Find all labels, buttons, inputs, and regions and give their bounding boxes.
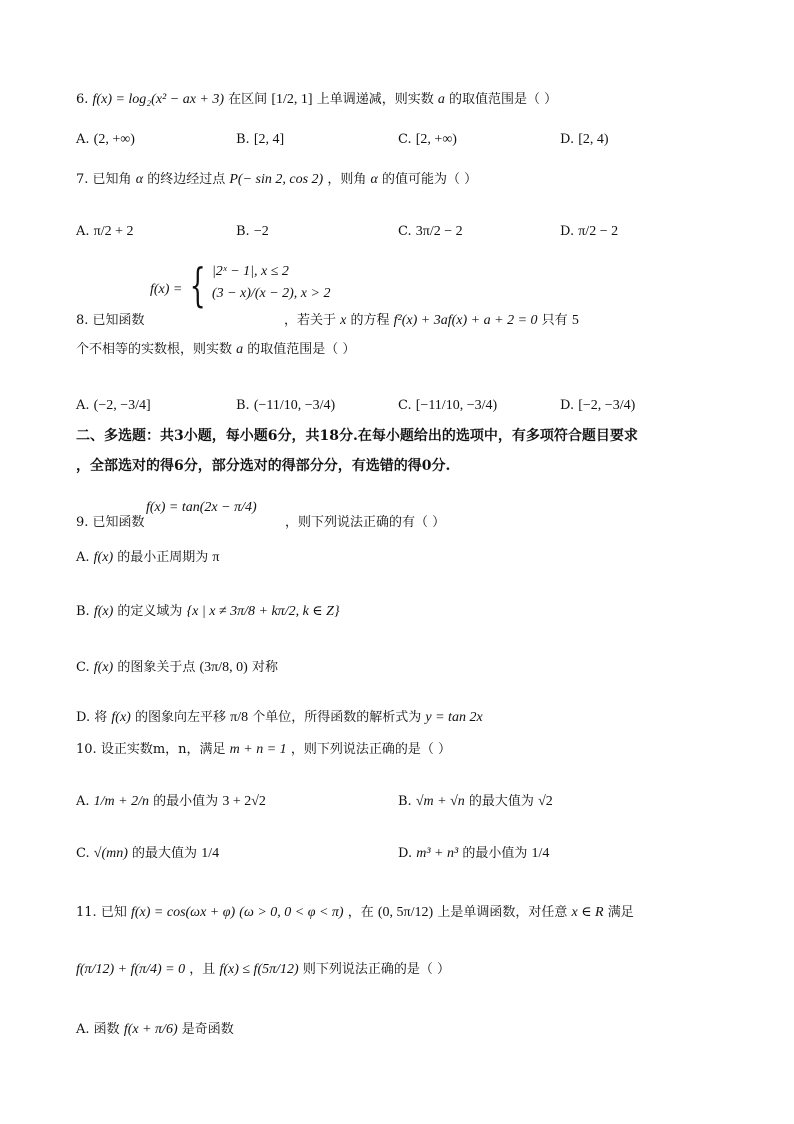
option-text: 的最小值为 (462, 846, 528, 861)
q8-piecewise (150, 258, 331, 312)
q11-option-a (76, 1022, 234, 1038)
q8-a: a (236, 342, 244, 357)
q7-option-c (398, 224, 463, 240)
option-text-0: 将 (94, 710, 108, 725)
q10-option-c (76, 846, 219, 862)
option-expression: √m + √n (415, 794, 465, 809)
q7-option-b (236, 224, 269, 240)
q8-x: x (340, 313, 347, 328)
option-text: 的图象关于点 (117, 660, 196, 675)
option-function: f(x) (93, 604, 114, 619)
option-label: B. (236, 132, 250, 147)
option-text-2: 个单位，所得函数的解析式为 (252, 710, 422, 725)
q7-text-3: ，则角 (327, 172, 367, 187)
q9-number: 9. (76, 515, 89, 530)
q6-option-b (236, 132, 284, 148)
q8-line (76, 313, 145, 329)
q8-line-rest (284, 313, 579, 329)
q8-line-2 (76, 342, 355, 358)
option-function: f(x) (111, 710, 131, 725)
q10-option-b (398, 794, 553, 810)
q11-condition: (ω > 0, 0 < φ < π) (239, 905, 344, 920)
q9-text-2: ，则下列说法正确的有（ ） (285, 515, 446, 530)
q6-option-d (560, 132, 609, 148)
option-function: f(x) (93, 660, 114, 675)
option-value: 1/4 (531, 846, 550, 861)
q8-text-2: ，若关于 (284, 313, 337, 328)
option-value: [2, 4] (253, 132, 285, 147)
q9-line (76, 515, 145, 531)
q10-line (76, 742, 451, 758)
q6-variable: a (437, 92, 445, 107)
option-label: C. (76, 660, 90, 675)
option-value: (−11/10, −3/4) (253, 398, 336, 413)
option-function: f(x) (93, 550, 114, 565)
q8-cases (212, 262, 331, 306)
option-value: [2, +∞) (415, 132, 457, 147)
q8-text-1: 已知函数 (92, 313, 145, 328)
q8-function-name: f(x) = (150, 282, 183, 297)
q7-number: 7. (76, 172, 89, 187)
option-label: A. (76, 132, 90, 147)
option-label: D. (560, 398, 575, 413)
q11-text-5: ，且 (189, 962, 216, 977)
option-text-2: 对称 (251, 660, 278, 675)
q7-option-d (560, 224, 618, 240)
option-label: D. (560, 224, 575, 239)
q9-line-rest (285, 515, 445, 531)
option-expression: √(mn) (93, 846, 128, 861)
q11-number: 11. (76, 905, 97, 920)
option-label: D. (398, 846, 413, 861)
option-value: [2, 4) (578, 132, 609, 147)
q8-option-d (560, 398, 635, 414)
option-value: [−2, −3/4) (578, 398, 636, 413)
q8-case-1: |2ˣ − 1|, x ≤ 2 (211, 264, 289, 279)
q8-five: 5 (571, 313, 579, 328)
q6-option-a (76, 132, 135, 148)
q11-line-2 (76, 962, 450, 978)
option-value: √2 (538, 794, 553, 809)
option-text: 的图象向左平移 (134, 710, 226, 725)
q7-alpha: α (135, 172, 144, 187)
q8-option-b (236, 398, 335, 414)
q6-expression: f(x) = log₂(x² − ax + 3) (92, 92, 225, 107)
q9-option-b (76, 604, 340, 620)
option-text: 的最小正周期为 (117, 550, 209, 565)
q10-text-2: ，则下列说法正确的是（ ） (290, 742, 451, 757)
q10-text-1: 设正实数m，n，满足 (100, 742, 226, 757)
q7-text-1: 已知角 (92, 172, 132, 187)
q8-text-4: 只有 (541, 313, 568, 328)
option-expression: m³ + n³ (416, 846, 459, 861)
option-label: D. (560, 132, 575, 147)
q9-option-a (76, 550, 219, 566)
q11-domain: x ∈ R (571, 905, 604, 920)
q7-text-2: 的终边经过点 (147, 172, 226, 187)
q7-point: P(− sin 2, cos 2) (229, 172, 324, 187)
option-value: π/2 + 2 (93, 224, 134, 239)
q8-option-a (76, 398, 151, 414)
option-value-2: y = tan 2x (425, 710, 483, 725)
q10-option-a (76, 794, 266, 810)
option-label: C. (398, 132, 412, 147)
q7-line (76, 172, 477, 188)
section-2-header-line-1: 二、多选题：共3小题，每小题6分，共18分.在每小题给出的选项中，有多项符合题目要求 (76, 428, 638, 444)
option-text: 是奇函数 (181, 1022, 234, 1037)
option-label: A. (76, 1022, 90, 1037)
q10-condition: m + n = 1 (229, 742, 287, 757)
q11-text-6: 则下列说法正确的是（ ） (302, 962, 450, 977)
q11-text-4: 满足 (607, 905, 634, 920)
q9-option-d (76, 710, 483, 726)
option-value: π/2 − 2 (578, 224, 619, 239)
option-value: [−11/10, −3/4) (415, 398, 498, 413)
q6-interval: [1/2, 1] (271, 92, 313, 107)
q8-text-5: 个不相等的实数根，则实数 (76, 342, 233, 357)
option-label: B. (236, 224, 250, 239)
q6-option-c (398, 132, 457, 148)
q10-option-d (398, 846, 549, 862)
option-label: C. (76, 846, 90, 861)
q8-brace: { (189, 258, 206, 312)
option-text: 的定义域为 (117, 604, 183, 619)
option-label: B. (398, 794, 412, 809)
q9-function: f(x) = tan(2x − π/4) (146, 500, 257, 515)
option-value: 3π/2 − 2 (415, 224, 463, 239)
q7-alpha-2: α (370, 172, 378, 187)
q9-option-c (76, 660, 278, 676)
option-label: A. (76, 550, 90, 565)
option-text: 的最大值为 (468, 794, 534, 809)
option-expression: f(x + π/6) (123, 1022, 178, 1037)
q8-equation: f²(x) + 3af(x) + a + 2 = 0 (393, 313, 538, 328)
q9-text-1: 已知函数 (92, 515, 145, 530)
option-text: 的最小值为 (153, 794, 219, 809)
option-label: D. (76, 710, 91, 725)
q10-number: 10. (76, 742, 97, 757)
option-text: 的最大值为 (132, 846, 198, 861)
q9-expression (146, 500, 257, 516)
option-label: C. (398, 224, 412, 239)
option-value: π/8 (230, 710, 249, 725)
q8-number: 8. (76, 313, 89, 328)
section-2-header-line-2: ，全部选对的得6分，部分选对的得部分分，有选错的得0分. (76, 458, 451, 474)
option-label: C. (398, 398, 412, 413)
option-value: (−2, −3/4] (93, 398, 151, 413)
q7-option-a (76, 224, 134, 240)
q11-text-1: 已知 (100, 905, 127, 920)
option-value: −2 (253, 224, 269, 239)
q6-text-3: 的取值范围是（ ） (448, 92, 558, 107)
option-label: A. (76, 398, 90, 413)
q11-text-2: ，在 (347, 905, 374, 920)
q11-line (76, 905, 634, 921)
q6-text-2: 上单调递减，则实数 (316, 92, 434, 107)
q8-text-6: 的取值范围是（ ） (247, 342, 356, 357)
option-value: {x | x ≠ 3π/8 + kπ/2, k ∈ Z} (186, 604, 340, 619)
option-text-0: 函数 (93, 1022, 120, 1037)
option-label: A. (76, 224, 90, 239)
option-value: 3 + 2√2 (222, 794, 266, 809)
q6-line (76, 92, 557, 108)
q11-interval: (0, 5π/12) (377, 905, 434, 920)
option-value: (2, +∞) (93, 132, 135, 147)
option-expression: 1/m + 2/n (93, 794, 150, 809)
option-value: π (212, 550, 220, 565)
q8-case-2: (3 − x)/(x − 2), x > 2 (211, 286, 331, 301)
q6-text-1: 在区间 (228, 92, 268, 107)
q11-function: f(x) = cos(ωx + φ) (130, 905, 236, 920)
option-value: 1/4 (201, 846, 220, 861)
q11-text-3: 上是单调函数，对任意 (437, 905, 568, 920)
option-value: (3π/8, 0) (199, 660, 248, 675)
q11-equation-2: f(x) ≤ f(5π/12) (219, 962, 299, 977)
option-label: B. (236, 398, 250, 413)
option-label: B. (76, 604, 90, 619)
q7-text-4: 的值可能为（ ） (381, 172, 478, 187)
q11-equation-1: f(π/12) + f(π/4) = 0 (76, 962, 186, 977)
q8-option-c (398, 398, 497, 414)
q6-number: 6. (76, 92, 89, 107)
q8-text-3: 的方程 (350, 313, 390, 328)
option-label: A. (76, 794, 90, 809)
